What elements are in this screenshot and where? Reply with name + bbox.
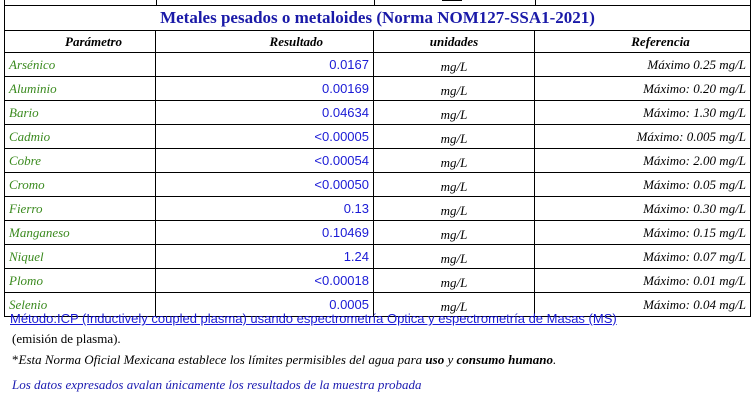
table-row (5, 77, 751, 101)
method-text: Método:ICP (Inductively coupled plasma) usando espectrometría Optica y espectrometría de Masas (MS) (10, 311, 617, 326)
reference-cell: Máximo: 0.005 mg/L (535, 125, 751, 149)
header-resultado: Resultado (156, 31, 374, 53)
parameter-cell: Cadmio (5, 125, 156, 149)
result-cell: <0.00005 (156, 125, 374, 149)
table-row (5, 245, 751, 269)
note-text-after: . (552, 352, 557, 367)
reference-cell: Máximo: 0.07 mg/L (535, 245, 751, 269)
unit-cell: mg/L (374, 77, 535, 101)
method-line (10, 311, 617, 326)
parameter-cell: Cromo (5, 173, 156, 197)
result-cell: 0.04634 (156, 101, 374, 125)
table-row (5, 221, 751, 245)
unit-cell: mg/L (374, 293, 535, 317)
table-row (5, 53, 751, 77)
unit-cell: mg/L (374, 53, 535, 77)
table-row (5, 149, 751, 173)
header-referencia: Referencia (535, 31, 751, 53)
parameter-cell: Plomo (5, 269, 156, 293)
unit-cell: mg/L (374, 173, 535, 197)
unit-cell: mg/L (374, 269, 535, 293)
heavy-metals-table (4, 5, 751, 317)
reference-cell: Máximo 0.25 mg/L (535, 53, 751, 77)
parameter-cell: Manganeso (5, 221, 156, 245)
reference-cell: Máximo: 0.15 mg/L (535, 221, 751, 245)
divider-mark (442, 0, 462, 1)
table-body (5, 53, 751, 317)
reference-cell: Máximo: 1.30 mg/L (535, 101, 751, 125)
result-cell: <0.00018 (156, 269, 374, 293)
unit-cell: mg/L (374, 125, 535, 149)
table-row (5, 269, 751, 293)
result-cell: 0.13 (156, 197, 374, 221)
reference-cell: Máximo: 2.00 mg/L (535, 149, 751, 173)
result-cell: <0.00054 (156, 149, 374, 173)
table-row (5, 197, 751, 221)
parameter-cell: Arsénico (5, 53, 156, 77)
unit-cell: mg/L (374, 197, 535, 221)
reference-cell: Máximo: 0.20 mg/L (535, 77, 751, 101)
unit-cell: mg/L (374, 149, 535, 173)
header-parametro: Parámetro (5, 31, 156, 53)
note-text-mid: y (444, 352, 457, 367)
unit-cell: mg/L (374, 221, 535, 245)
header-unidades: unidades (374, 31, 535, 53)
table-row (5, 173, 751, 197)
parameter-cell: Selenio (5, 293, 156, 317)
note-bold-uso: uso (425, 352, 445, 367)
unit-cell: mg/L (374, 245, 535, 269)
reference-cell: Máximo: 0.04 mg/L (535, 293, 751, 317)
note-bold-consumo: consumo humano (456, 352, 553, 367)
table-row (5, 101, 751, 125)
table-title: Metales pesados o metaloides (Norma NOM127-SSA1-2021) (5, 6, 751, 31)
parameter-cell: Bario (5, 101, 156, 125)
result-cell: 0.0167 (156, 53, 374, 77)
result-cell: 0.0005 (156, 293, 374, 317)
result-cell: <0.00050 (156, 173, 374, 197)
parameter-cell: Niquel (5, 245, 156, 269)
result-cell: 0.00169 (156, 77, 374, 101)
result-cell: 1.24 (156, 245, 374, 269)
note-asterisk: * (12, 352, 19, 367)
method-line-continued: (emisión de plasma). (12, 331, 121, 346)
note-text-before: Esta Norma Oficial Mexicana establece los límites permisibles del agua para (18, 352, 426, 367)
norm-note (12, 352, 556, 368)
reference-cell: Máximo: 0.30 mg/L (535, 197, 751, 221)
table-header-row (5, 31, 751, 53)
parameter-cell: Cobre (5, 149, 156, 173)
result-cell: 0.10469 (156, 221, 374, 245)
disclaimer: Los datos expresados avalan únicamente los resultados de la muestra probada (12, 377, 422, 392)
reference-cell: Máximo: 0.05 mg/L (535, 173, 751, 197)
unit-cell: mg/L (374, 101, 535, 125)
parameter-cell: Aluminio (5, 77, 156, 101)
reference-cell: Máximo: 0.01 mg/L (535, 269, 751, 293)
parameter-cell: Fierro (5, 197, 156, 221)
table-row (5, 125, 751, 149)
